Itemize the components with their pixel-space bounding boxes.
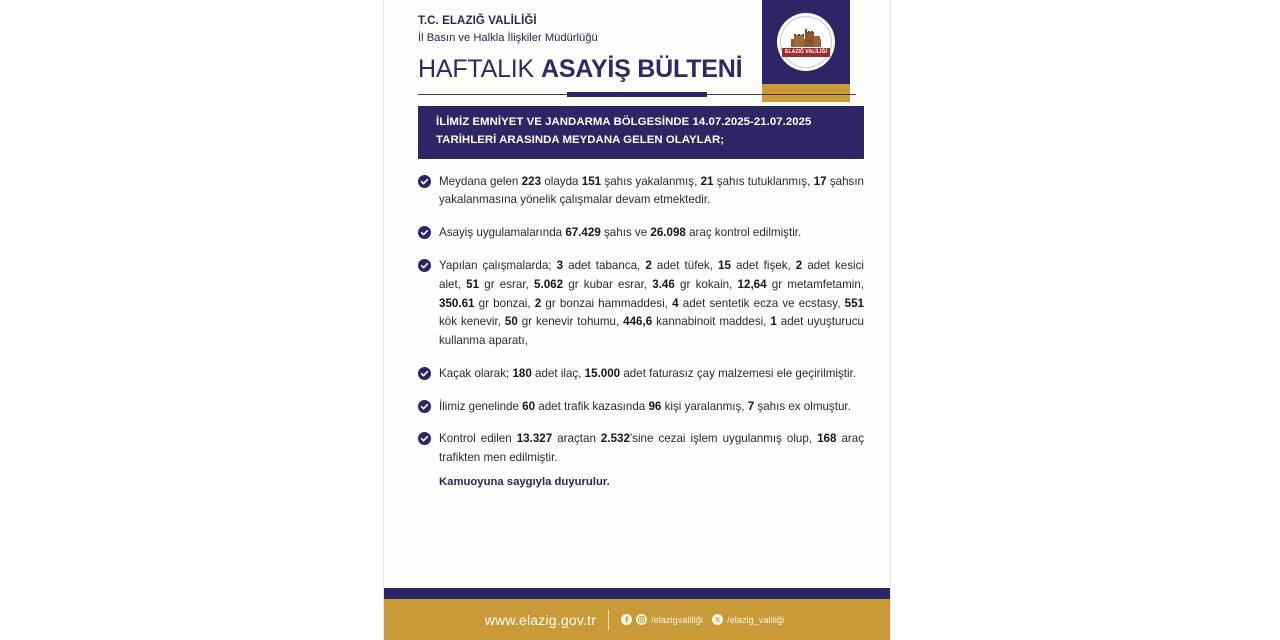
bulletin-item-text: İlimiz genelinde 60 adet trafik kazasında 96 kişi yaralanmış, 7 şahıs ex olmuştur. — [439, 399, 851, 413]
social-handle-x[interactable]: /elazig_valiliği — [727, 614, 785, 625]
instagram-icon[interactable] — [636, 614, 647, 625]
check-circle-icon — [418, 367, 431, 380]
check-circle-icon — [418, 400, 431, 413]
bulletin-item-yapilan-calismalar — [418, 257, 864, 351]
emblem-band-label: ELAZIĞ VALİLİĞİ — [782, 48, 830, 57]
check-circle-icon — [418, 175, 431, 188]
page-title-light: HAFTALIK — [418, 55, 535, 84]
organization-name: T.C. ELAZIĞ VALİLİĞİ — [418, 15, 537, 27]
bulletin-item-asayis-uygulamalari — [418, 224, 864, 243]
bulletin-item-olaylar — [418, 173, 864, 211]
bulletin-item-text: Asayiş uygulamalarında 67.429 şahıs ve 26.098 araç kontrol edilmiştir. — [439, 226, 802, 240]
emblem-block — [762, 0, 850, 102]
divider-thick-accent — [567, 92, 707, 97]
date-range-banner — [418, 106, 864, 158]
castle-icon — [789, 28, 823, 47]
items-host — [418, 173, 864, 468]
banner-line-2: TARİHLERİ ARASINDA MEYDANA GELEN OLAYLAR; — [436, 133, 725, 146]
bulletin-item-text: Meydana gelen 223 olayda 151 şahıs yakalanmış, 21 şahıs tutuklanmış, 17 şahsın yakalanmasına yönelik çalışmalar devam etmektedir. — [439, 174, 864, 207]
title-divider — [418, 92, 856, 97]
banner-line-1: İLİMİZ EMNİYET VE JANDARMA BÖLGESİNDE 14.07.2025-21.07.2025 — [436, 116, 812, 129]
emblem-circle — [777, 13, 835, 71]
social-links — [621, 614, 789, 625]
facebook-icon[interactable] — [621, 614, 632, 625]
check-circle-icon — [418, 432, 431, 445]
check-circle-icon — [418, 226, 431, 239]
bulletin-item-kontrol-edilen-arac — [418, 430, 864, 468]
closing-statement: Kamuoyuna saygıyla duyurulur. — [439, 476, 610, 489]
castle-emblem-icon — [780, 16, 832, 68]
bulletin-item-text: Kontrol edilen 13.327 araçtan 2.532'sine cezai işlem uygulanmış olup, 168 araç trafikten men edilmiştir. — [439, 432, 864, 465]
footer-divider — [608, 610, 609, 630]
page-header — [384, 0, 890, 83]
bulletin-item-text: Kaçak olarak; 180 adet ilaç, 15.000 adet faturasız çay malzemesi ele geçirilmiştir. — [439, 366, 856, 380]
page-footer — [384, 599, 890, 640]
bulletin-item-kacak — [418, 365, 864, 384]
bulletin-page — [384, 0, 890, 640]
footer-navy-stripe — [384, 588, 890, 599]
bulletin-item-text: Yapılan çalışmalarda; 3 adet tabanca, 2 adet tüfek, 15 adet fişek, 2 adet kesici alet, 51 gr esrar, 5.062 gr kubar esrar, 3.46 gr kokain, 12,64 gr metamfetamin, 350.61 gr bonzai, 2 gr bonzai hammaddesi, 4 adet sentetik ecza ve ecstasy, 551 kök kenevir, 50 gr kenevir tohumu, 446,6 kannabinoit maddesi, 1 adet uyuşturucu kullanma aparatı, — [439, 259, 864, 348]
x-twitter-icon[interactable] — [712, 614, 723, 625]
department-name: İl Basın ve Halkla İlişkiler Müdürlüğü — [418, 31, 598, 44]
emblem-navy-banner — [762, 0, 850, 84]
social-handle-facebook-instagram[interactable]: /elazigvaliliği — [651, 614, 704, 625]
check-circle-icon — [418, 259, 431, 272]
website-url[interactable]: www.elazig.gov.tr — [484, 611, 597, 628]
bulletin-items-list — [384, 159, 890, 588]
bulletin-item-trafik-kazasi — [418, 398, 864, 417]
page-title-bold: ASAYİŞ BÜLTENİ — [540, 55, 743, 84]
